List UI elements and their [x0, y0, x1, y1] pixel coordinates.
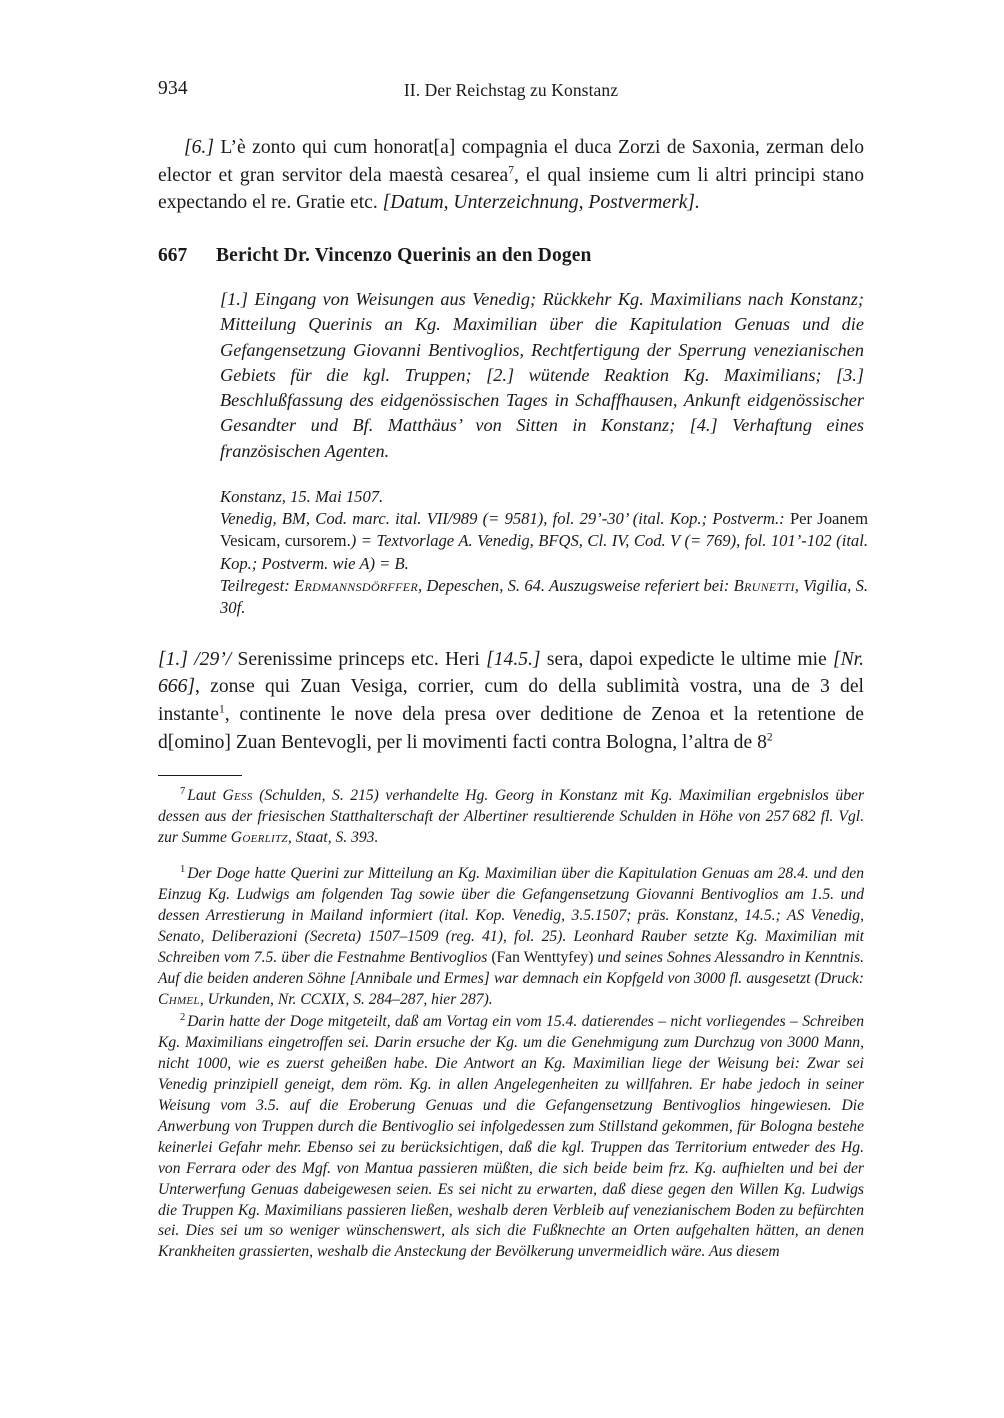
cross-reference-nr-666: [Nr. 666]: [158, 648, 865, 698]
running-head: [158, 78, 864, 104]
folio-mark: /29’/: [187, 648, 232, 670]
footnote-7-run-0: Laut: [187, 786, 223, 804]
main-text-block: [158, 646, 864, 757]
dateline: Konstanz, 15. Mai 1507.: [220, 486, 384, 506]
teilregest-author-brunetti: Brunetti: [733, 576, 795, 596]
footnote-1-marker: 1: [180, 863, 186, 875]
teilregest-line: [220, 575, 868, 620]
footnote-gap: [158, 849, 864, 863]
teilregest-end: , Vigilia, S. 30f.: [220, 576, 869, 618]
footnote-7-text: [158, 787, 864, 846]
paragraph-continued-item-6: [158, 134, 864, 217]
footnote-2-run-0: Darin hatte der Doge mitgeteilt, daß am Vortag ein vom 15.4. datierendes – nicht vorliegendes – Schreiben Kg. Maximilians eingetroffen sei. Darin ersuche der Kg. um die Genehmigung zum Durchzug von 3000 Mann, nicht 1000, wie es zuerst geheißen habe. Die Antwort an Kg. Maximilian liege der Weisung bei: Zwar sei Venedig prinzipiell geneigt, dem röm. Kg. in allen Angelegenheiten zu willfahren. Er habe jedoch in seiner Weisung vom 3.5. auf die Eroberung Genuas und die Gefangensetzung Bentivoglios hingewiesen. Die Anwerbung von Truppen durch die Bentivoglio sei infolgedessen zum Stillstand gekommen, für Bologna bestehe keinerlei Gefahr mehr. Ebenso sei zu berücksichtigen, daß die kgl. Truppen das Territorium entweder des Hg. von Ferrara oder des Mgf. von Mantua passieren müßten, die sich beide beim frz. Kg. aufhielten und bei der Unterwerfung Genuas dabeigewesen seien. Es sei nicht zu erwarten, daß diese gegen den Willen Kg. Ludwigs die Truppen Kg. Maximilians passieren ließen, weshalb deren Verbleib auf venezianischem Boden zu befürchten sei. Dies sei um so weniger wünschenswert, als sich die Fußknechte an Orten aufgehalten hätten, an denen Krankheiten grassierten, weshalb die Ansteckung der Bevölkerung unvermeidlich wäre. Aus diesem: [158, 1012, 864, 1261]
footnote-1-text: [158, 865, 864, 1008]
footnote-reference-1: 1: [218, 703, 225, 716]
postscript-note-roman: Per Joanem Vesicam, cursorem.: [220, 509, 868, 551]
paragraph-marker: [6.]: [184, 137, 214, 158]
running-head-title: II. Der Reichstag zu Konstanz: [403, 80, 619, 100]
source-a-part-1: Venedig, BM, Cod. marc. ital. VII/989 (= 9581), fol. 29’-30’ (ital. Kop.; Postverm.:: [220, 509, 790, 529]
teilregest-author-erdmannsdoerffer: Erdmannsdörffer: [294, 576, 418, 596]
main-text-marker: [1.]: [158, 648, 188, 670]
footnote-2-text: [158, 1013, 864, 1261]
paragraph-trailing-italic: [Datum, Unterzeichnung, Postvermerk].: [382, 192, 700, 214]
main-text-part-3: , zonse qui Zuan Vesiga, corrier, cum do della sublimità vostra, una de 3 del instante: [158, 676, 864, 726]
footnote-reference-2: 2: [766, 731, 773, 744]
teilregest-label: Teilregest:: [220, 576, 295, 596]
footnote-7: [158, 785, 864, 849]
footnote-area: [158, 785, 864, 1264]
footnote-1-roman-1: (Fan Wenttyfey): [491, 948, 594, 966]
footnote-7-run-4: , Staat, S. 393.: [287, 828, 379, 846]
footnote-1-run-2: und seines Sohnes Alessandro in Kenntnis. Auf die beiden anderen Söhne [Annibale und Ermes] war demnach ein Kopfgeld von 3000 fl. ausgesetzt (Druck:: [158, 948, 864, 987]
footnote-7-run-2: (Schulden, S. 215) verhandelte Hg. Georg in Konstanz mit Kg. Maximilian ergebnislos über dessen aus der friesischen Statthalterschaft der Albertiner resultierende Schulden in Höhe von 257 682 fl. Vgl. zur Summe: [158, 786, 865, 846]
footnote-1-run-0: Der Doge hatte Querini zur Mitteilung an Kg. Maximilian über die Kapitulation Genuas am 28.4. und den Einzug Kg. Ludwigs am folgenden Tag sowie über die Gefangensetzung Giovanni Bentivoglios am 1.5. und dessen Arrestierung in Mailand informiert (ital. Kop. Venedig, 3.5.1507; präs. Konstanz, 14.5.; AS Venedig, Senato, Deliberazioni (Secreta) 1507–1509 (reg. 41), fol. 25). Leonhard Rauber setzte Kg. Maximilian mit Schreiben vom 7.5. über die Festnahme Bentivoglios: [158, 864, 864, 966]
footnote-1-run-4: , Urkunden, Nr. CCXIX, S. 284–287, hier 287).: [199, 990, 493, 1008]
paragraph-item-1: [158, 646, 864, 757]
regest-summary: [1.] Eingang von Weisungen aus Venedig; Rückkehr Kg. Maximilians nach Konstanz; Mitteilung Querinis an Kg. Maximilian über die Kapitulation Genuas und die Gefangensetzung Giovanni Bentivoglios, Rechtfertigung der Sperrung venezianischen Gebiets für die kgl. Truppen; [2.] wütende Reaktion Kg. Maximilians; [3.] Beschlußfassung des eidgenössischen Tages in Schaffhausen, Ankunft eidgenössischer Gesandter und Bf. Matthäus’ von Sitten in Konstanz; [4.] Verhaftung eines französischen Agenten.: [220, 289, 864, 461]
footnote-2-marker: 2: [180, 1011, 186, 1023]
footnote-reference-7: 7: [508, 164, 514, 177]
section-title: Bericht Dr. Vincenzo Querinis an den Dogen: [216, 245, 592, 267]
footnote-7-smallcaps-1: Gess: [222, 786, 253, 804]
footnote-7-marker: 7: [180, 785, 186, 797]
main-text-part-2: sera, dapoi expedicte le ultime mie: [540, 648, 833, 670]
source-a-part-2: ) = Textvorlage A. Venedig, BFQS, Cl. IV, Cod. V (= 769), fol. 101’-102 (ital. Kop.; Postverm. wie A) = B.: [220, 531, 868, 573]
source-references: [220, 508, 868, 575]
section-number: 667: [158, 245, 188, 267]
teilregest-middle: , Depeschen, S. 64. Auszugsweise referiert bei:: [417, 576, 734, 596]
page-content: [158, 78, 869, 1263]
main-text-part-1: Serenissime princeps etc. Heri: [231, 648, 487, 670]
main-text-part-4: , continente le nove dela presa over deditione de Zenoa et la retentione de d[omino] Zuan Bentevogli, per li movimenti facti contra Bologna, l’altra de 8: [158, 704, 864, 753]
footnote-7-smallcaps-3: Goerlitz: [230, 828, 288, 846]
footnote-1: [158, 863, 864, 1011]
section-heading: [158, 245, 864, 267]
paragraph-text-part-2: , el qual insieme cum li altri principi stano expectando el re. Gratie etc.: [158, 164, 864, 214]
footnote-1-smallcaps-3: Chmel: [158, 990, 200, 1008]
page-number: 934: [158, 78, 188, 99]
footnote-separator-rule: [158, 775, 242, 776]
inline-date-editorial: [14.5.]: [486, 648, 541, 670]
footnote-2: [158, 1011, 864, 1264]
paragraph-text-part-1: L’è zonto qui cum honorat[a] compagnia el duca Zorzi de Saxonia, zerman delo elector et gran servitor dela maestà cesarea: [158, 137, 864, 186]
provenance-block: [220, 486, 868, 620]
